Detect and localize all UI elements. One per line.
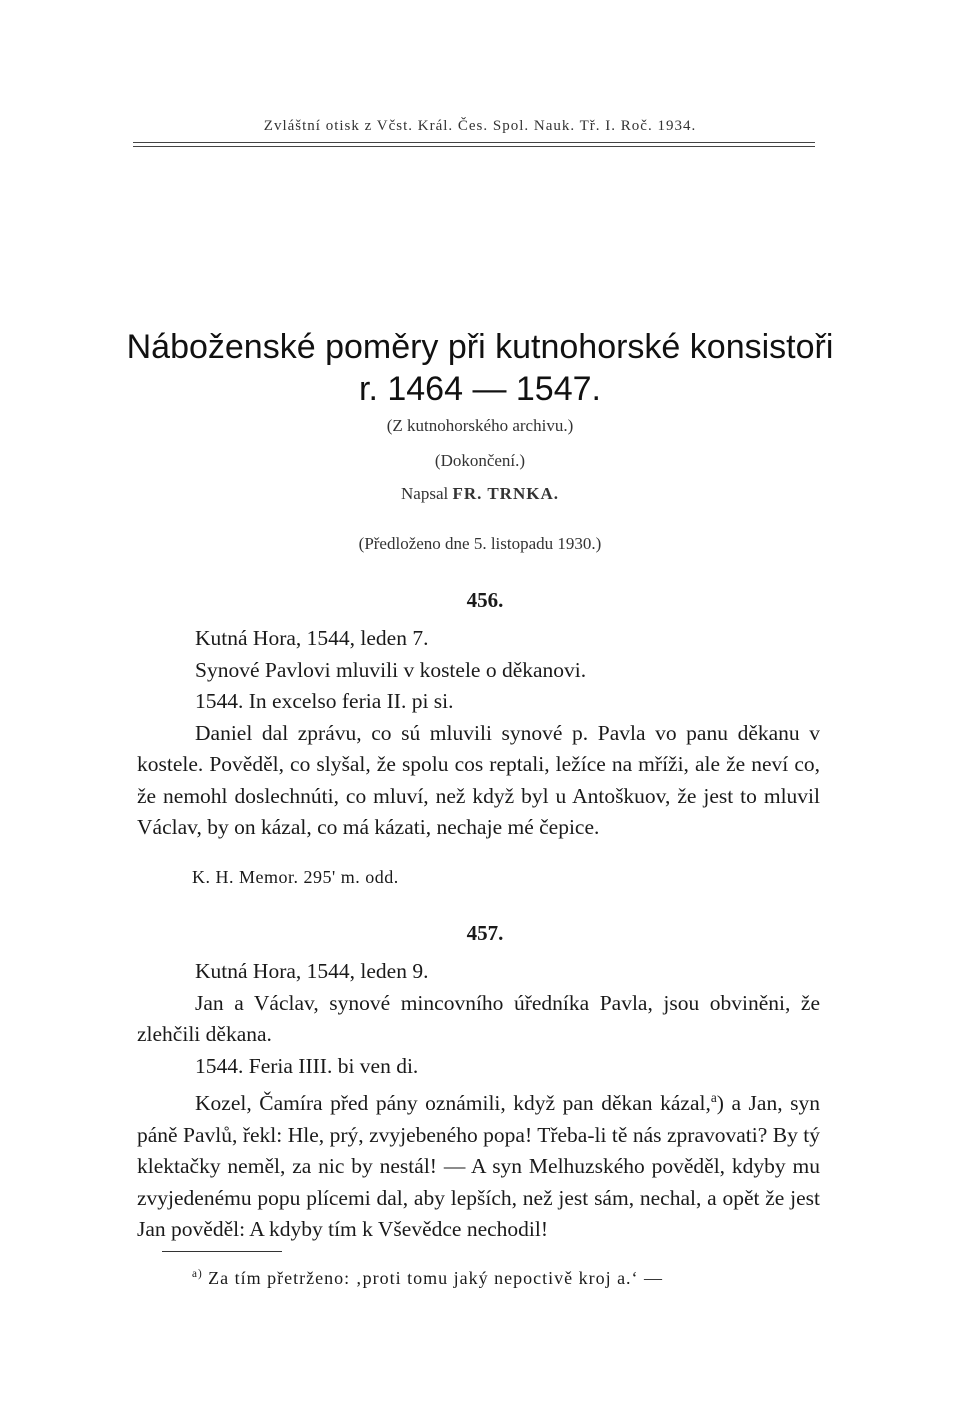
- document-457-dating: 1544. Feria IIII. bi ven di.: [195, 1053, 419, 1078]
- footnote-reference-mark: a: [710, 1090, 717, 1105]
- presented-date: (Předloženo dne 5. listopadu 1930.): [358, 534, 602, 553]
- document-number-456: 456.: [466, 588, 504, 612]
- continuation-note: (Dokončení.): [434, 451, 526, 470]
- footnote-text: Za tím přetrženo: ‚proti tomu jaký nepoctivě kroj a.‘ —: [208, 1268, 664, 1288]
- document-456-dating: 1544. In excelso feria II. pi si.: [195, 689, 454, 713]
- document-457-summary: Jan a Václav, synové mincovního úředníka Pavla, jsou obviněni, že zlehčili děkana.: [137, 990, 820, 1046]
- footnote-mark: a): [192, 1268, 203, 1280]
- title-line-2: r. 1464 — 1547.: [359, 370, 601, 408]
- article-title: [0, 326, 960, 410]
- document-456-reference: K. H. Memor. 295' m. odd.: [192, 867, 399, 887]
- document-457-text: [137, 956, 820, 1246]
- document-457-body: [137, 1082, 820, 1246]
- author-line: [0, 484, 960, 504]
- author-name: FR. TRNKA.: [452, 484, 559, 503]
- document-457-body-rest: ) a Jan, syn páně Pavlů, řekl: Hle, prý, zvyjebeného popa! Třeba-li tě nás zpravovati? By tý klektačky neměl, za nic by nestál! — A syn Melhuzského pověděl, kdyby mu zvyjedenému popu plícemi dal, aby lepších, než jest sám, nechal, a opět že jest Jan pověděl: A kdyby tím k Vševědce nechodil!: [137, 1091, 820, 1242]
- footnote-rule: [162, 1251, 282, 1252]
- document-457-body-start: Kozel, Čamíra před pány oznámili, když pan děkan kázal,: [195, 1091, 711, 1116]
- document-456-text: [137, 623, 820, 844]
- document-number-457: 457.: [466, 921, 504, 945]
- document-456-body: Daniel dal zprávu, co sú mluvili synové p. Pavla vo panu děkanu v kostele. Pověděl, co slyšal, že spolu cos reptali, ležíce na mříži, ale že neví co, že nemohl doslechnúti, co mluví, než když byl u Antoškuov, že jest to mluvil Václav, by on kázal, co má kázati, nechaje mé čepice.: [137, 720, 820, 839]
- document-457-date: Kutná Hora, 1544, leden 9.: [195, 959, 429, 983]
- running-head: Zvláštní otisk z Včst. Král. Čes. Spol. Nauk. Tř. I. Roč. 1934.: [263, 118, 697, 134]
- header-rule: [133, 142, 815, 143]
- document-456-date: Kutná Hora, 1544, leden 7.: [195, 626, 429, 650]
- document-456-summary: Synové Pavlovi mluvili v kostele o děkanovi.: [195, 657, 587, 682]
- header-rule-double: [133, 146, 815, 147]
- title-line-1: Náboženské poměry při kutnohorské konsistoři: [126, 328, 834, 366]
- source-note: (Z kutnohorského archivu.): [386, 416, 574, 435]
- footnote: [192, 1268, 832, 1289]
- author-prefix: Napsal: [401, 484, 449, 503]
